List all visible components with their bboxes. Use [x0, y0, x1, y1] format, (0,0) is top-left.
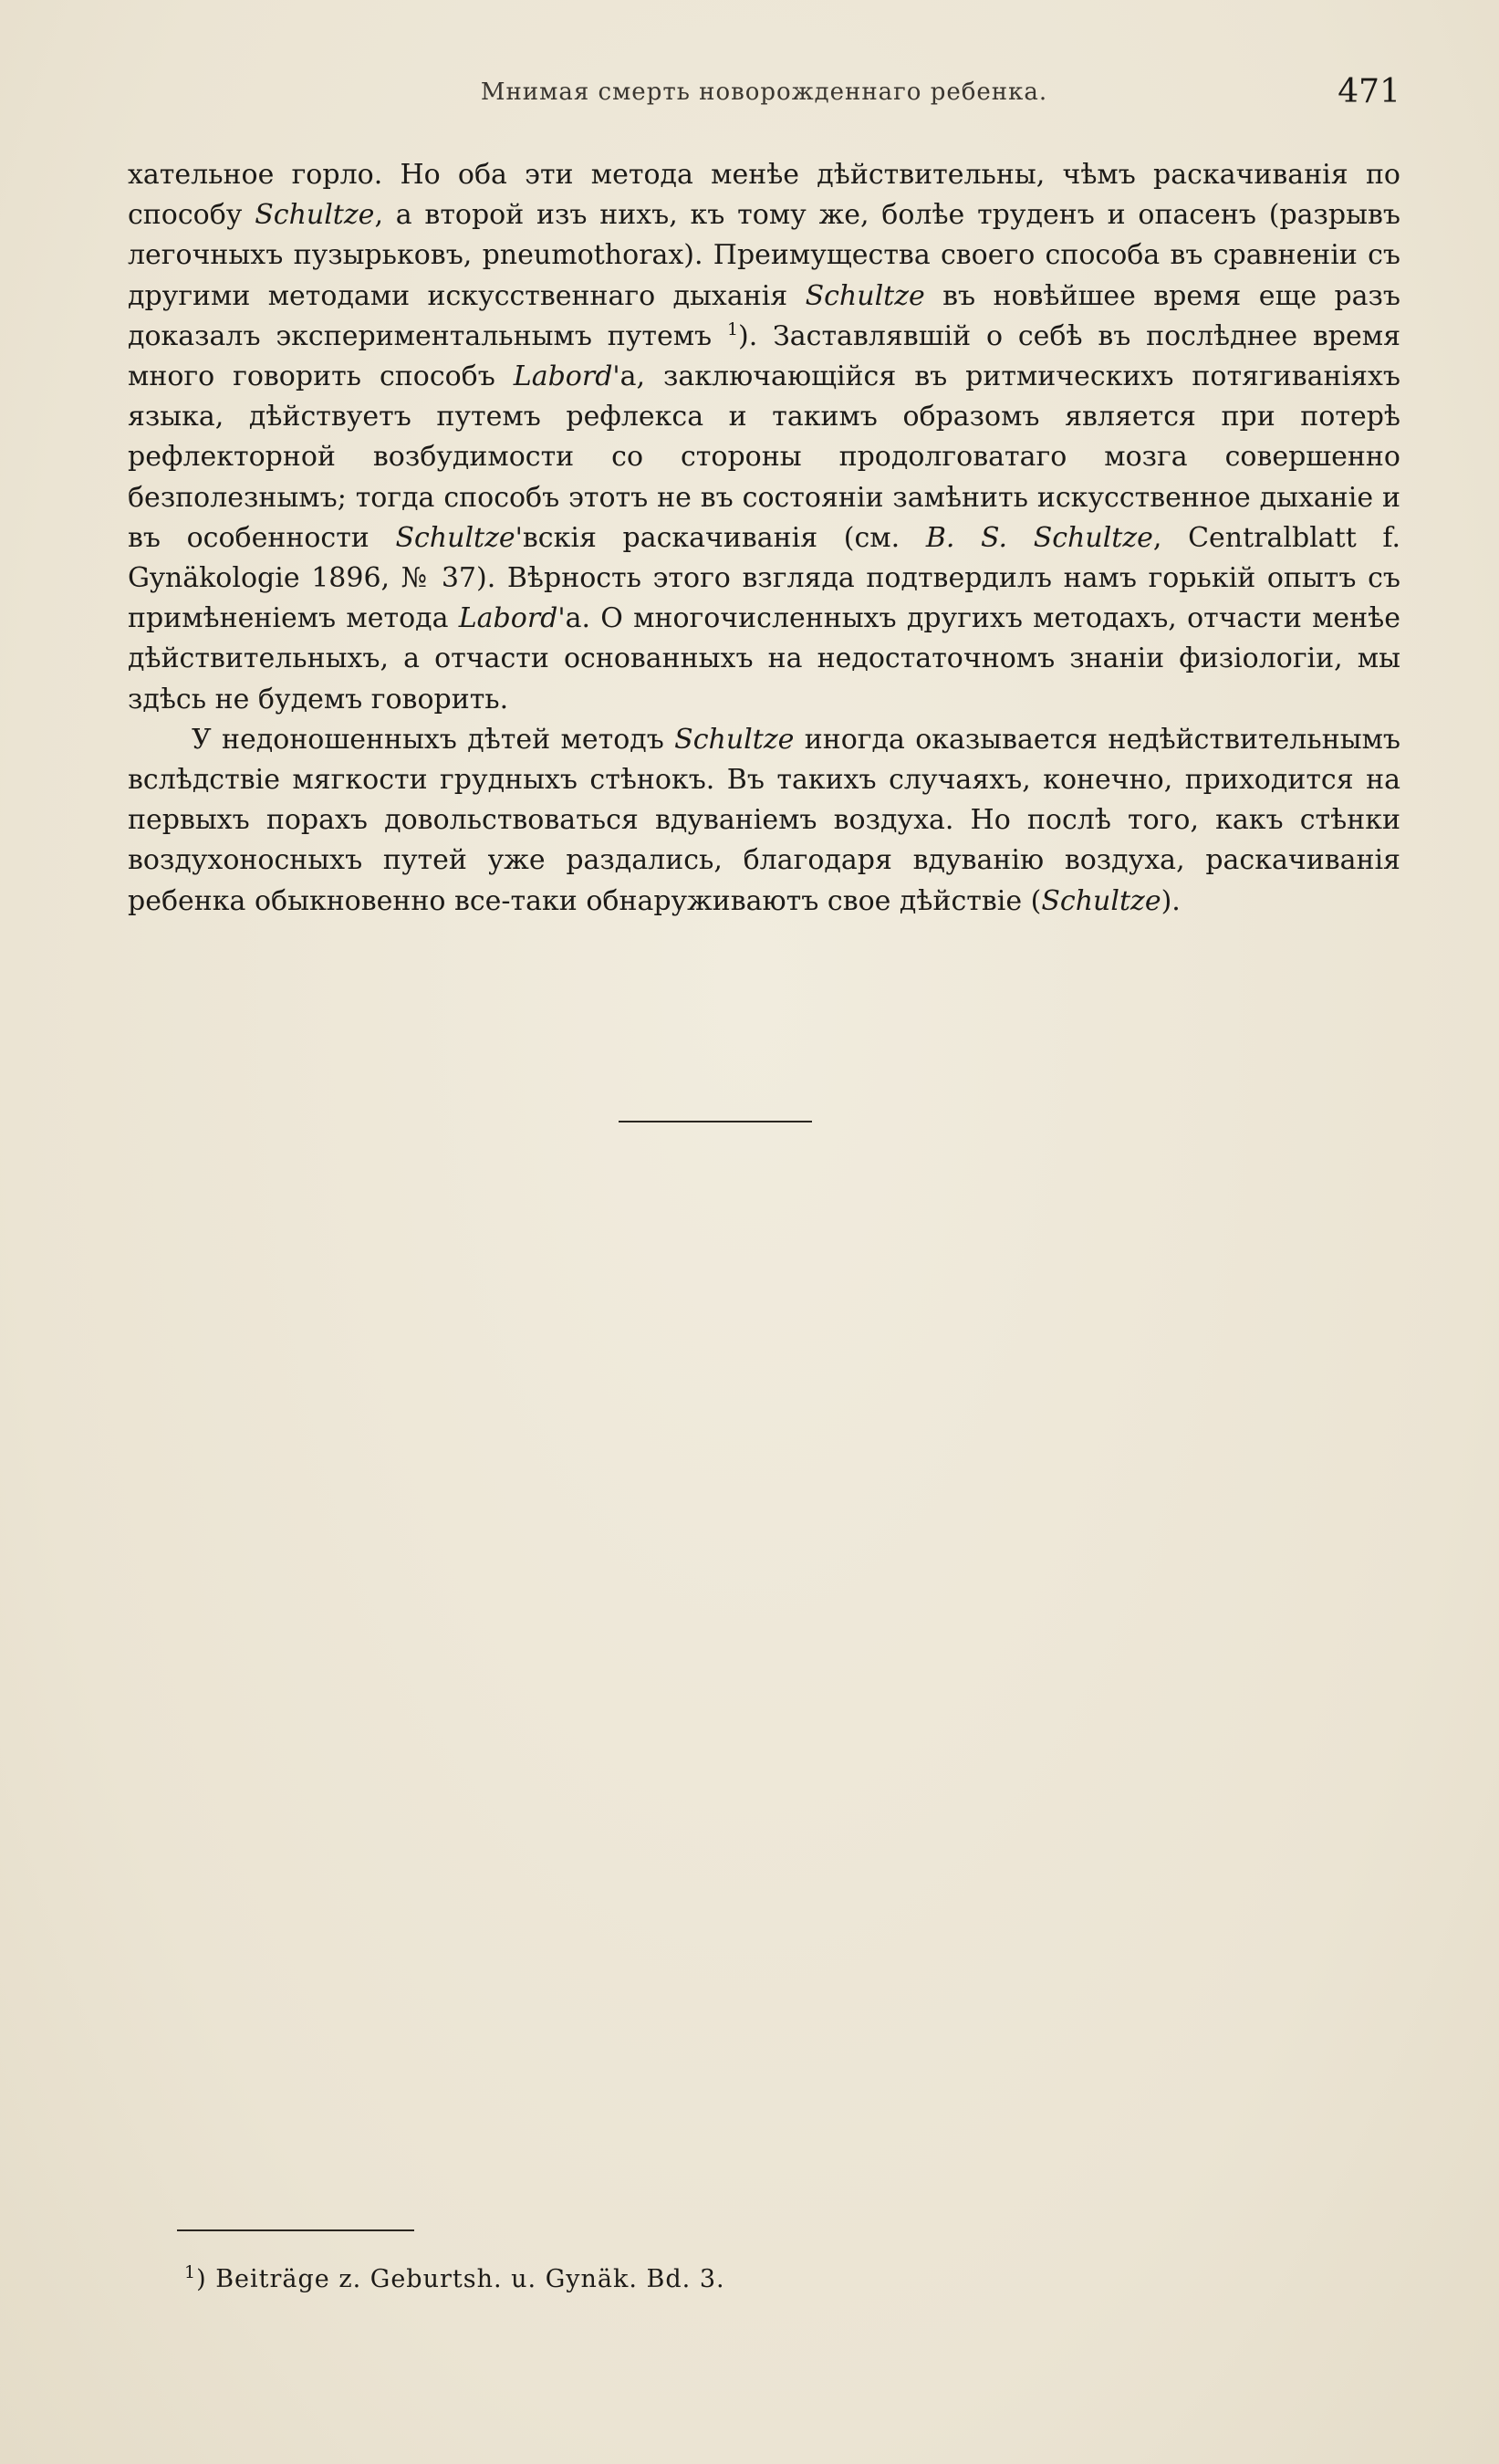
footnote-divider — [177, 2229, 414, 2231]
text-run: 'а. О многочисленныхъ другихъ методахъ, отчасти менѣе дѣйствительныхъ, а отчасти основанныхъ на недостаточномъ знаніи физіологіи, мы здѣсь не будемъ говорить. — [128, 602, 1401, 715]
body-text — [128, 155, 1400, 922]
paragraph-2 — [128, 720, 1400, 922]
footnote-text: ) Beiträge z. Geburtsh. u. Gynäk. Bd. 3. — [196, 2265, 725, 2293]
author-name: B. S. Schultze — [925, 521, 1153, 554]
running-title: Мнимая смерть новорожденнаго ребенка. — [480, 78, 1048, 106]
footnote — [184, 2262, 725, 2293]
text-run: , а второй изъ нихъ, къ тому же, болѣе труденъ и опасенъ (разрывъ легочныхъ пузырьковъ, pneumothorax). Преимущества своего способа въ сравненіи съ другими методами искусственнаго дыханія — [128, 199, 1400, 312]
text-run: , Centralblatt f. Gynäkologie 1896, № 37). Вѣрность этого взгляда подтвердилъ намъ горькій опытъ съ примѣненіемъ метода — [128, 521, 1401, 635]
text-run: въ новѣйшее время еще разъ доказалъ экспериментальнымъ путемъ — [128, 279, 1400, 352]
text-run: 'вскія раскачиванія (см. — [515, 521, 926, 554]
author-name: Labord — [513, 360, 613, 393]
running-head — [128, 73, 1400, 124]
text-run: иногда оказывается недѣйствительнымъ вслѣдствіе мягкости грудныхъ стѣнокъ. Въ такихъ случаяхъ, конечно, приходится на первыхъ порахъ довольствоваться вдуваніемъ воздуха. Но послѣ того, какъ стѣнки воздухоносныхъ путей уже раздались, благодаря вдуванію воздуха, раскачиванія ребенка обыкновенно все-таки обнаруживаютъ свое дѣйствіе ( — [128, 723, 1400, 917]
text-run: 'а, заключающійся въ ритмическихъ потягиваніяхъ языка, дѣйствуетъ путемъ рефлекса и такимъ образомъ является при потерѣ рефлекторной возбудимости со стороны продолговатаго мозга совершенно безполезнымъ; тогда способъ этотъ не въ состояніи замѣнить искусственное дыханіе и въ особенности — [128, 360, 1400, 554]
section-divider — [619, 1121, 812, 1122]
footnote-marker: 1 — [184, 2262, 197, 2282]
author-name: Schultze — [255, 199, 375, 232]
author-name: Labord — [458, 602, 558, 635]
page-number: 471 — [1338, 73, 1400, 110]
paragraph-1 — [128, 155, 1400, 720]
author-name: Schultze — [1041, 884, 1161, 917]
author-name: Schultze — [805, 279, 925, 312]
text-run: хательное горло. Но оба эти метода менѣе дѣйствительны, чѣмъ раскачиванія по способу — [128, 159, 1400, 232]
text-run: ). Заставлявшій о себѣ въ послѣднее время много говорить способъ — [128, 319, 1400, 393]
author-name: Schultze — [674, 723, 795, 756]
footnote-reference: 1 — [726, 318, 739, 339]
text-run: ). — [1161, 884, 1181, 917]
author-name: Schultze — [395, 521, 515, 554]
text-run: У недоношенныхъ дѣтей методъ — [192, 723, 675, 756]
